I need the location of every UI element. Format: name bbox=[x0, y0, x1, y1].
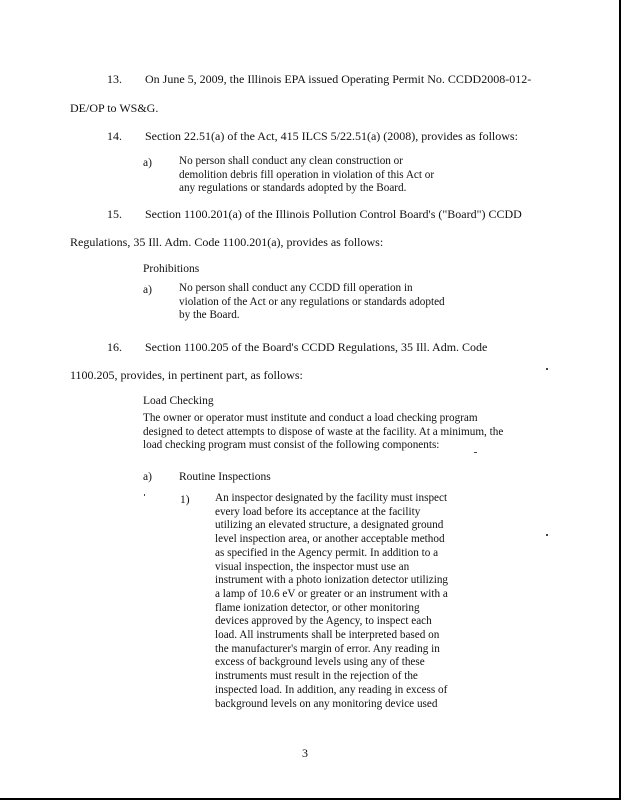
inspection-item-line: the manufacturer's margin of error. Any reading in bbox=[215, 642, 440, 655]
paragraph-16-number: 16. bbox=[107, 340, 122, 354]
paragraph-16-intro-line: The owner or operator must institute and conduct a load checking program bbox=[143, 412, 478, 424]
scan-speck bbox=[546, 534, 548, 536]
inspection-item-line: background levels on any monitoring device used bbox=[215, 697, 438, 710]
scan-speck bbox=[474, 452, 477, 453]
paragraph-15-quote-line: violation of the Act or any regulations or standards adopted bbox=[179, 295, 445, 308]
inspection-item-line: devices approved by the Agency, to inspect each bbox=[215, 615, 432, 628]
inspection-item-line: utilizing an elevated structure, a designated ground bbox=[215, 519, 444, 532]
inspection-item-line: every load before its acceptance at the facility bbox=[215, 505, 421, 518]
paragraph-14-quote-line: demolition debris fill operation in violation of this Act or bbox=[179, 168, 435, 181]
page-number: 3 bbox=[302, 746, 308, 760]
routine-inspections-heading: Routine Inspections bbox=[179, 471, 271, 483]
inspection-item-line: An inspector designated by the facility must inspect bbox=[215, 492, 448, 504]
inspection-item-line: excess of background levels using any of these bbox=[215, 656, 425, 669]
routine-inspections-label: a) bbox=[143, 471, 152, 483]
inspection-item-line: instruments must result in the rejection of the bbox=[215, 670, 418, 683]
inspection-item-line: level inspection area, or another acceptable method bbox=[215, 533, 445, 546]
paragraph-15-quote bbox=[179, 282, 445, 323]
inspection-item-line: a lamp of 10.6 eV or greater or an instrument with a bbox=[215, 587, 448, 600]
scan-speck bbox=[144, 494, 145, 496]
paragraph-14-quote-line: any regulations or standards adopted by the Board. bbox=[179, 182, 407, 195]
scan-speck bbox=[546, 368, 548, 370]
paragraph-14-quote-label: a) bbox=[143, 157, 152, 169]
paragraph-15-line-1: Section 1100.201(a) of the Illinois Pollution Control Board's ("Board") CCDD bbox=[145, 207, 522, 221]
paragraph-13-number: 13. bbox=[107, 72, 122, 86]
paragraph-15-number: 15. bbox=[107, 207, 122, 221]
paragraph-16-intro-line: designed to detect attempts to dispose of waste at the facility. At a minimum, the bbox=[143, 425, 504, 438]
inspection-item-text bbox=[215, 492, 448, 711]
inspection-item-label: 1) bbox=[180, 494, 190, 506]
paragraph-15-quote-line: No person shall conduct any CCDD fill operation in bbox=[179, 282, 413, 294]
paragraph-13-line-1: On June 5, 2009, the Illinois EPA issued Operating Permit No. CCDD2008-012- bbox=[145, 72, 532, 86]
inspection-item-line: as specified in the Agency permit. In addition to a bbox=[215, 546, 439, 559]
paragraph-14-quote bbox=[179, 155, 434, 196]
paragraph-16-heading: Load Checking bbox=[143, 395, 214, 407]
paragraph-14-number: 14. bbox=[107, 129, 122, 143]
paragraph-15-line-2: Regulations, 35 Ill. Adm. Code 1100.201(a), provides as follows: bbox=[70, 235, 384, 249]
paragraph-16-line-2: 1100.205, provides, in pertinent part, as follows: bbox=[70, 368, 303, 382]
paragraph-15-heading: Prohibitions bbox=[143, 263, 200, 275]
inspection-item-line: flame ionization detector, or other monitoring bbox=[215, 601, 420, 614]
paragraph-13-line-2: DE/OP to WS&G. bbox=[70, 101, 159, 115]
inspection-item-line: visual inspection, the inspector must use an bbox=[215, 560, 410, 573]
inspection-item-line: inspected load. In addition, any reading in excess of bbox=[215, 683, 448, 696]
paragraph-15-quote-label: a) bbox=[143, 284, 152, 296]
paragraph-14-quote-line: No person shall conduct any clean construction or bbox=[179, 155, 403, 167]
inspection-item-line: load. All instruments shall be interpreted based on bbox=[215, 629, 440, 642]
paragraph-16-line-1: Section 1100.205 of the Board's CCDD Regulations, 35 Ill. Adm. Code bbox=[145, 340, 488, 354]
paragraph-15-quote-line: by the Board. bbox=[179, 309, 240, 322]
paragraph-16-intro-line: load checking program must consist of the following components: bbox=[143, 439, 440, 452]
paragraph-16-intro bbox=[143, 412, 503, 453]
inspection-item-line: instrument with a photo ionization detector utilizing bbox=[215, 574, 449, 587]
paragraph-14-line-1: Section 22.51(a) of the Act, 415 ILCS 5/22.51(a) (2008), provides as follows: bbox=[145, 129, 518, 143]
